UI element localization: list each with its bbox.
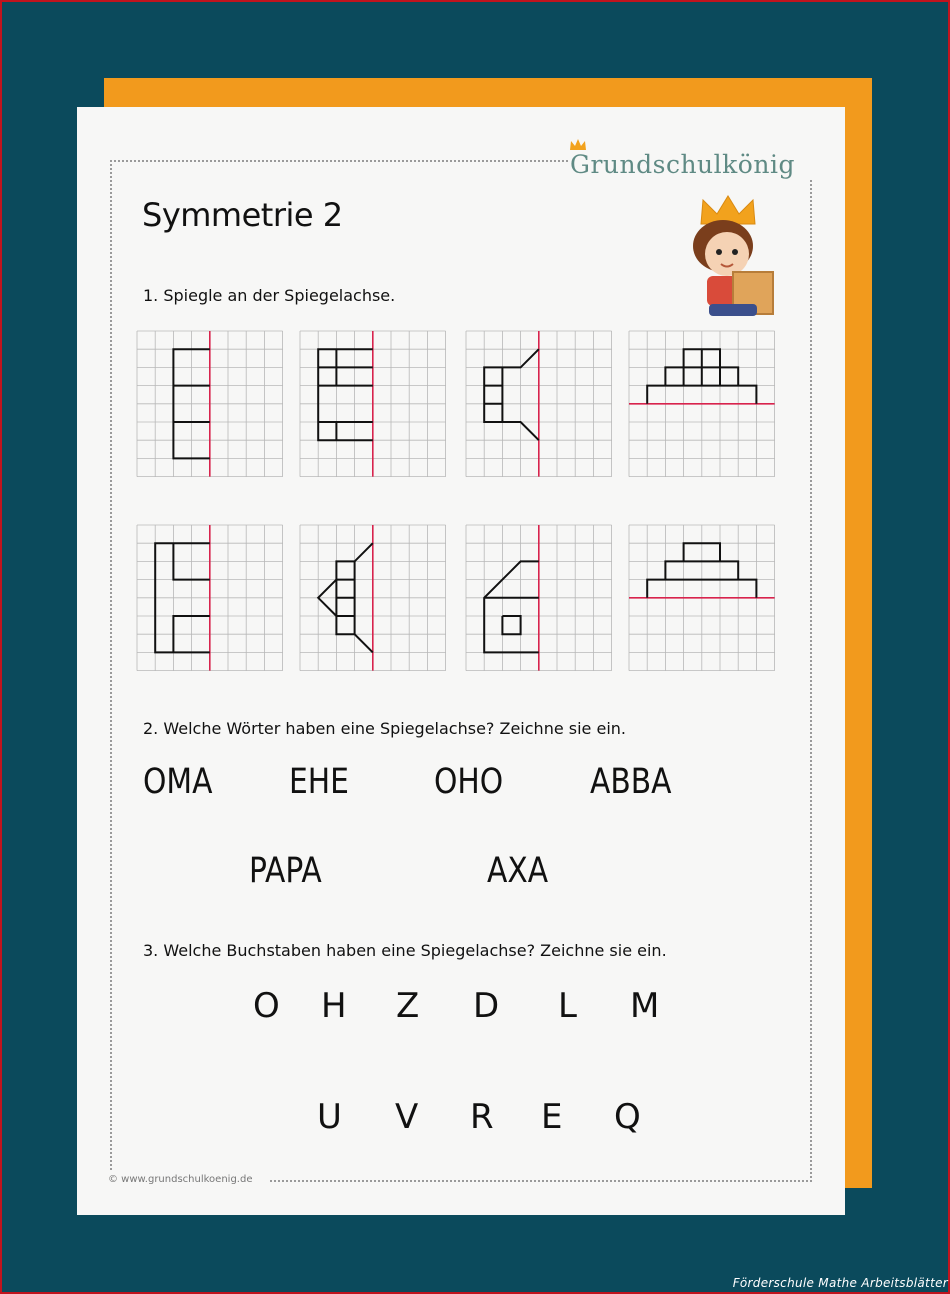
task-2-instruction: 2. Welche Wörter haben eine Spiegelachse? Zeichne sie ein. (143, 719, 626, 738)
word-ehe: EHE (289, 762, 349, 802)
letter-m: M (630, 986, 660, 1026)
brand-logo: Grundschulkönig (570, 150, 795, 179)
letter-u: U (317, 1097, 342, 1137)
letter-o: O (253, 986, 280, 1026)
word-papa: PAPA (249, 851, 322, 891)
footer-copyright: © www.grundschulkoenig.de (108, 1174, 253, 1185)
word-oma: OMA (143, 762, 213, 802)
task-1-instruction: 1. Spiegle an der Spiegelachse. (143, 286, 396, 305)
page-title: Symmetrie 2 (142, 196, 343, 234)
letter-q: Q (614, 1097, 641, 1137)
word-axa: AXA (487, 851, 549, 891)
task-3-instruction: 3. Welche Buchstaben haben eine Spiegelachse? Zeichne sie ein. (143, 941, 667, 960)
letter-h: H (321, 986, 347, 1026)
king-child-illustration-icon (683, 194, 783, 322)
letter-v: V (395, 1097, 419, 1137)
letter-z: Z (396, 986, 420, 1026)
word-oho: OHO (434, 762, 504, 802)
caption-text: Förderschule Mathe Arbeitsblätter (732, 1276, 948, 1290)
word-abba: ABBA (590, 762, 672, 802)
letter-e: E (541, 1097, 563, 1137)
letter-d: D (473, 986, 500, 1026)
letter-l: L (558, 986, 577, 1026)
letter-r: R (470, 1097, 494, 1137)
